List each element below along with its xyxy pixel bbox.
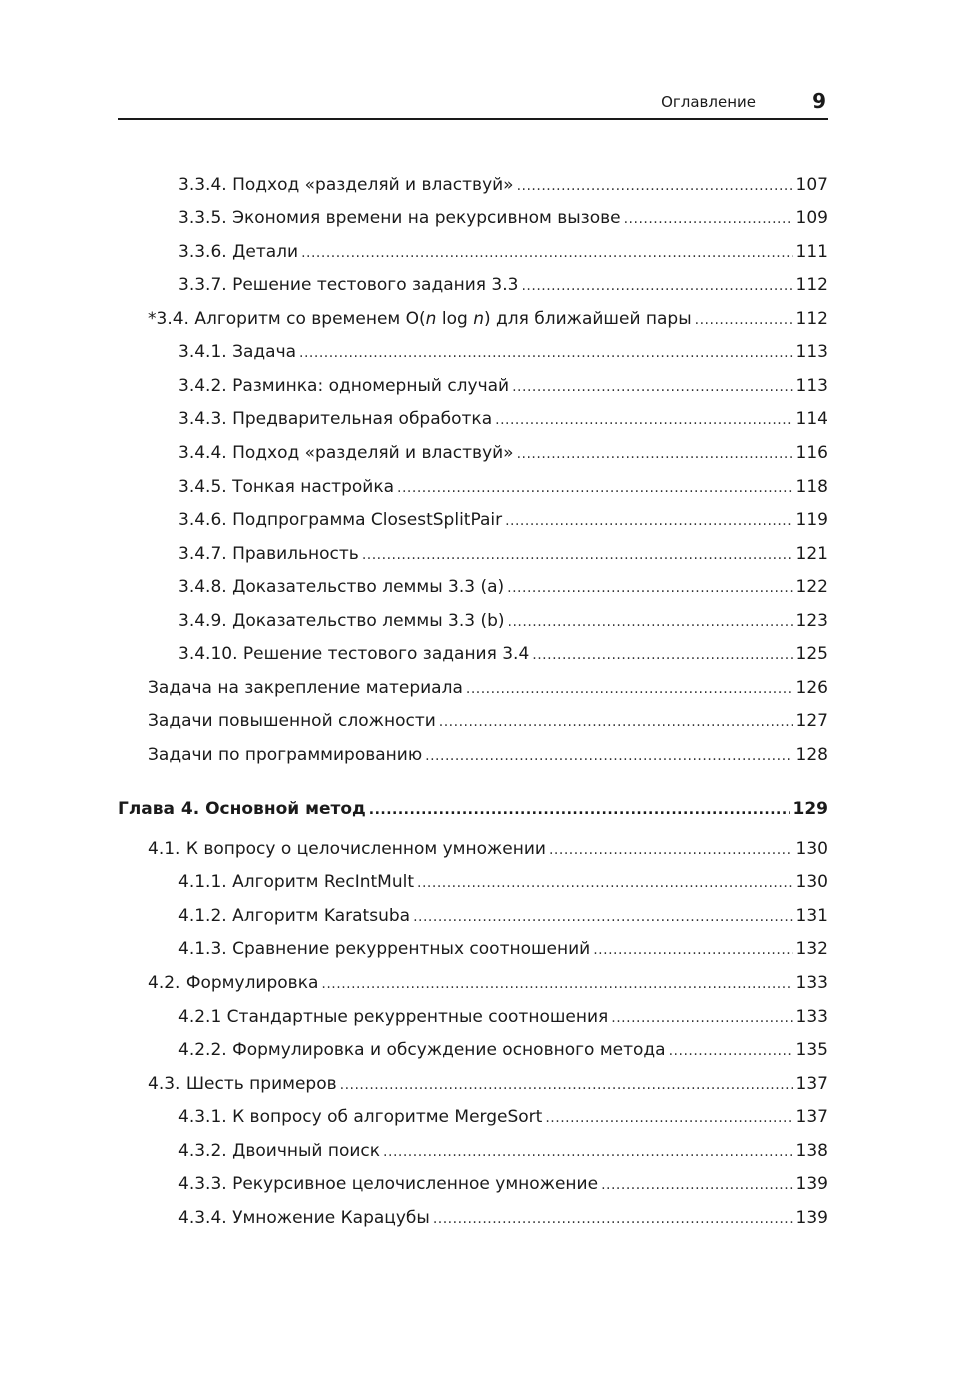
toc-entry-title: Алгоритм Karatsuba xyxy=(232,906,411,926)
toc-entry-number: 4.3.3. xyxy=(178,1174,227,1194)
toc-entry-title: Доказательство леммы 3.3 (a) xyxy=(232,577,505,597)
dot-leader xyxy=(369,793,790,827)
toc-entry-page: 113 xyxy=(795,376,828,396)
toc-entry-number: 4.2.1 xyxy=(178,1007,222,1027)
toc-entry-number: 3.4.8. xyxy=(178,577,227,597)
dot-leader xyxy=(340,1068,793,1102)
toc-chapter-4[interactable] xyxy=(118,792,828,826)
toc-entry-title: Задачи повышенной сложности xyxy=(148,711,436,731)
toc-entry-number: 4.1.3. xyxy=(178,939,227,959)
toc-entry-page: 137 xyxy=(795,1074,828,1094)
toc-entry-page: 128 xyxy=(795,745,828,765)
toc-entry-page: 127 xyxy=(795,711,828,731)
toc-entry-title: Подход «разделяй и властвуй» xyxy=(232,443,514,463)
toc-entry-page: 116 xyxy=(795,443,828,463)
header-section-title: Оглавление xyxy=(661,93,756,111)
toc-entry-title: Тонкая настройка xyxy=(232,477,395,497)
toc-entry[interactable] xyxy=(178,503,828,537)
toc-section-4-3[interactable] xyxy=(148,1067,828,1101)
toc-entry-number: 4.1.2. xyxy=(178,906,227,926)
toc-entry-number: 4.3.2. xyxy=(178,1141,227,1161)
dot-leader xyxy=(383,1135,793,1169)
dot-leader xyxy=(505,504,792,538)
toc-entry[interactable] xyxy=(178,865,828,899)
toc-entry-number: 3.4.4. xyxy=(178,443,227,463)
toc-entry-page: 114 xyxy=(795,409,828,429)
toc-entry-number: 3.3.4. xyxy=(178,175,227,195)
toc-entry-title: Задача на закрепление материала xyxy=(148,678,463,698)
toc-entry-page: 125 xyxy=(795,644,828,664)
toc-entry-page: 123 xyxy=(795,611,828,631)
toc-entry-number: 3.4.5. xyxy=(178,477,227,497)
toc-entry-number: 3.4.3. xyxy=(178,409,227,429)
dot-leader xyxy=(521,269,792,303)
running-header xyxy=(118,88,828,120)
toc-entry[interactable] xyxy=(178,1100,828,1134)
toc-entry-title: Формулировка xyxy=(185,973,319,993)
dot-leader xyxy=(397,471,793,505)
dot-leader xyxy=(413,900,792,934)
toc-entry[interactable] xyxy=(178,436,828,470)
dot-leader xyxy=(417,866,793,900)
dot-leader xyxy=(301,236,792,270)
toc-entry-number: 3.3.7. xyxy=(178,275,227,295)
toc-entry-title: Шесть примеров xyxy=(185,1074,337,1094)
toc-entry[interactable] xyxy=(178,335,828,369)
toc-entry-page: 107 xyxy=(795,175,828,195)
toc-chapter-title: Глава 4. Основной метод xyxy=(118,799,366,819)
dot-leader xyxy=(439,705,793,739)
toc-section-4-1[interactable] xyxy=(148,832,828,866)
toc-entry-page: 112 xyxy=(795,309,828,329)
dot-leader xyxy=(624,202,793,236)
toc-entry-title: Решение тестового задания 3.4 xyxy=(242,644,530,664)
toc-entry-title: Алгоритм RecIntMult xyxy=(232,872,415,892)
toc-entry-title: Правильность xyxy=(232,544,359,564)
toc-entry-page: 118 xyxy=(795,477,828,497)
toc-entry-number: 3.4.10. xyxy=(178,644,238,664)
toc-entry[interactable] xyxy=(178,637,828,671)
toc-entry-page: 112 xyxy=(795,275,828,295)
toc-entry-page: 109 xyxy=(795,208,828,228)
toc-entry-title: Формулировка и обсуждение основного метода xyxy=(232,1040,666,1060)
toc-chapter-page: 129 xyxy=(792,799,828,819)
toc-entry-number: 3.4.7. xyxy=(178,544,227,564)
toc-entry-page: 113 xyxy=(795,342,828,362)
toc-entry[interactable] xyxy=(148,738,828,772)
dot-leader xyxy=(425,739,792,773)
toc-entry-page: 135 xyxy=(795,1040,828,1060)
toc-entry-page: 130 xyxy=(795,839,828,859)
dot-leader xyxy=(549,833,793,867)
toc-entry[interactable] xyxy=(178,268,828,302)
dot-leader xyxy=(321,967,792,1001)
toc-entry-title: Умножение Карацубы xyxy=(232,1208,430,1228)
toc-entry-page: 138 xyxy=(795,1141,828,1161)
dot-leader xyxy=(695,303,793,337)
toc-entry[interactable] xyxy=(178,899,828,933)
toc-entry[interactable] xyxy=(178,1167,828,1201)
toc-entry-page: 126 xyxy=(795,678,828,698)
toc-section-4-2[interactable] xyxy=(148,966,828,1000)
toc-entry[interactable] xyxy=(178,570,828,604)
toc-entry[interactable] xyxy=(178,168,828,202)
toc-entry-number: 3.4.2. xyxy=(178,376,227,396)
toc-entry-page: 137 xyxy=(795,1107,828,1127)
dot-leader xyxy=(601,1168,792,1202)
toc-entry-number: 3.4.6. xyxy=(178,510,227,530)
toc-entry-number: 3.3.5. xyxy=(178,208,227,228)
toc-entry-title: К вопросу о целочисленном умножении xyxy=(185,839,546,859)
toc-entry[interactable] xyxy=(178,402,828,436)
toc-entry-title: Подход «разделяй и властвуй» xyxy=(232,175,514,195)
toc-entry-number: 3.3.6. xyxy=(178,242,227,262)
toc-entry-title: Разминка: одномерный случай xyxy=(232,376,510,396)
dot-leader xyxy=(593,933,792,967)
dot-leader xyxy=(517,169,793,203)
toc-entry-number: 4.1. xyxy=(148,839,181,859)
toc-entry-number: 4.1.1. xyxy=(178,872,227,892)
dot-leader xyxy=(532,638,792,672)
toc-entry-title: Двоичный поиск xyxy=(232,1141,381,1161)
toc-entry-page: 131 xyxy=(795,906,828,926)
dot-leader xyxy=(495,403,792,437)
toc-entry-title: К вопросу об алгоритме MergeSort xyxy=(232,1107,543,1127)
toc-section-3-4[interactable] xyxy=(148,302,828,336)
toc-entry-page: 119 xyxy=(795,510,828,530)
toc-entry[interactable] xyxy=(178,201,828,235)
toc-entry[interactable] xyxy=(148,704,828,738)
dot-leader xyxy=(507,571,792,605)
toc-entry[interactable] xyxy=(148,671,828,705)
toc-entry-title: *3.4. Алгоритм со временем O(n log n) для ближайшей пары xyxy=(148,309,692,329)
toc-entry-page: 122 xyxy=(795,577,828,597)
dot-leader xyxy=(466,672,793,706)
toc-entry-page: 130 xyxy=(795,872,828,892)
toc-entry-number: 4.3.4. xyxy=(178,1208,227,1228)
toc-entry-number: 4.2. xyxy=(148,973,181,993)
header-page-number: 9 xyxy=(812,89,826,113)
toc-entry[interactable] xyxy=(178,1000,828,1034)
toc-entry-title: Подпрограмма ClosestSplitPair xyxy=(232,510,503,530)
toc-entry-page: 133 xyxy=(795,1007,828,1027)
dot-leader xyxy=(362,538,793,572)
toc-entry-title: Задача xyxy=(232,342,297,362)
toc-entry[interactable] xyxy=(178,1201,828,1235)
toc-entry-title: Стандартные рекуррентные соотношения xyxy=(226,1007,609,1027)
toc-entry[interactable] xyxy=(178,932,828,966)
toc-entry-number: 3.4.1. xyxy=(178,342,227,362)
toc-entry-number: 4.3.1. xyxy=(178,1107,227,1127)
toc-entry-page: 139 xyxy=(795,1208,828,1228)
toc-entry-number: 4.3. xyxy=(148,1074,181,1094)
toc-entry-page: 111 xyxy=(795,242,828,262)
toc-entry-title: Предварительная обработка xyxy=(232,409,493,429)
toc-entry-title: Решение тестового задания 3.3 xyxy=(232,275,519,295)
dot-leader xyxy=(545,1101,792,1135)
toc-entry[interactable] xyxy=(178,235,828,269)
dot-leader xyxy=(611,1001,792,1035)
toc-entry[interactable] xyxy=(178,369,828,403)
toc-entry-page: 139 xyxy=(795,1174,828,1194)
toc-entry-page: 132 xyxy=(795,939,828,959)
toc-entry-title: Детали xyxy=(232,242,299,262)
toc-entry-title: Экономия времени на рекурсивном вызове xyxy=(232,208,621,228)
toc-entry-page: 133 xyxy=(795,973,828,993)
dot-leader xyxy=(299,336,793,370)
toc-entry[interactable] xyxy=(178,1134,828,1168)
toc-entry[interactable] xyxy=(178,1033,828,1067)
toc-entry-title: Задачи по программированию xyxy=(148,745,423,765)
toc-entry-page: 121 xyxy=(795,544,828,564)
toc-entry[interactable] xyxy=(178,604,828,638)
toc-entry[interactable] xyxy=(178,470,828,504)
toc-entry-title: Сравнение рекуррентных соотношений xyxy=(232,939,591,959)
toc-entry-number: 4.2.2. xyxy=(178,1040,227,1060)
toc-entry-title: Доказательство леммы 3.3 (b) xyxy=(232,611,505,631)
dot-leader xyxy=(669,1034,793,1068)
dot-leader xyxy=(512,370,792,404)
toc-entry-title: Рекурсивное целочисленное умножение xyxy=(232,1174,599,1194)
dot-leader xyxy=(433,1202,793,1236)
toc-entry-number: 3.4.9. xyxy=(178,611,227,631)
dot-leader xyxy=(517,437,793,471)
dot-leader xyxy=(508,605,793,639)
toc-entry[interactable] xyxy=(178,537,828,571)
